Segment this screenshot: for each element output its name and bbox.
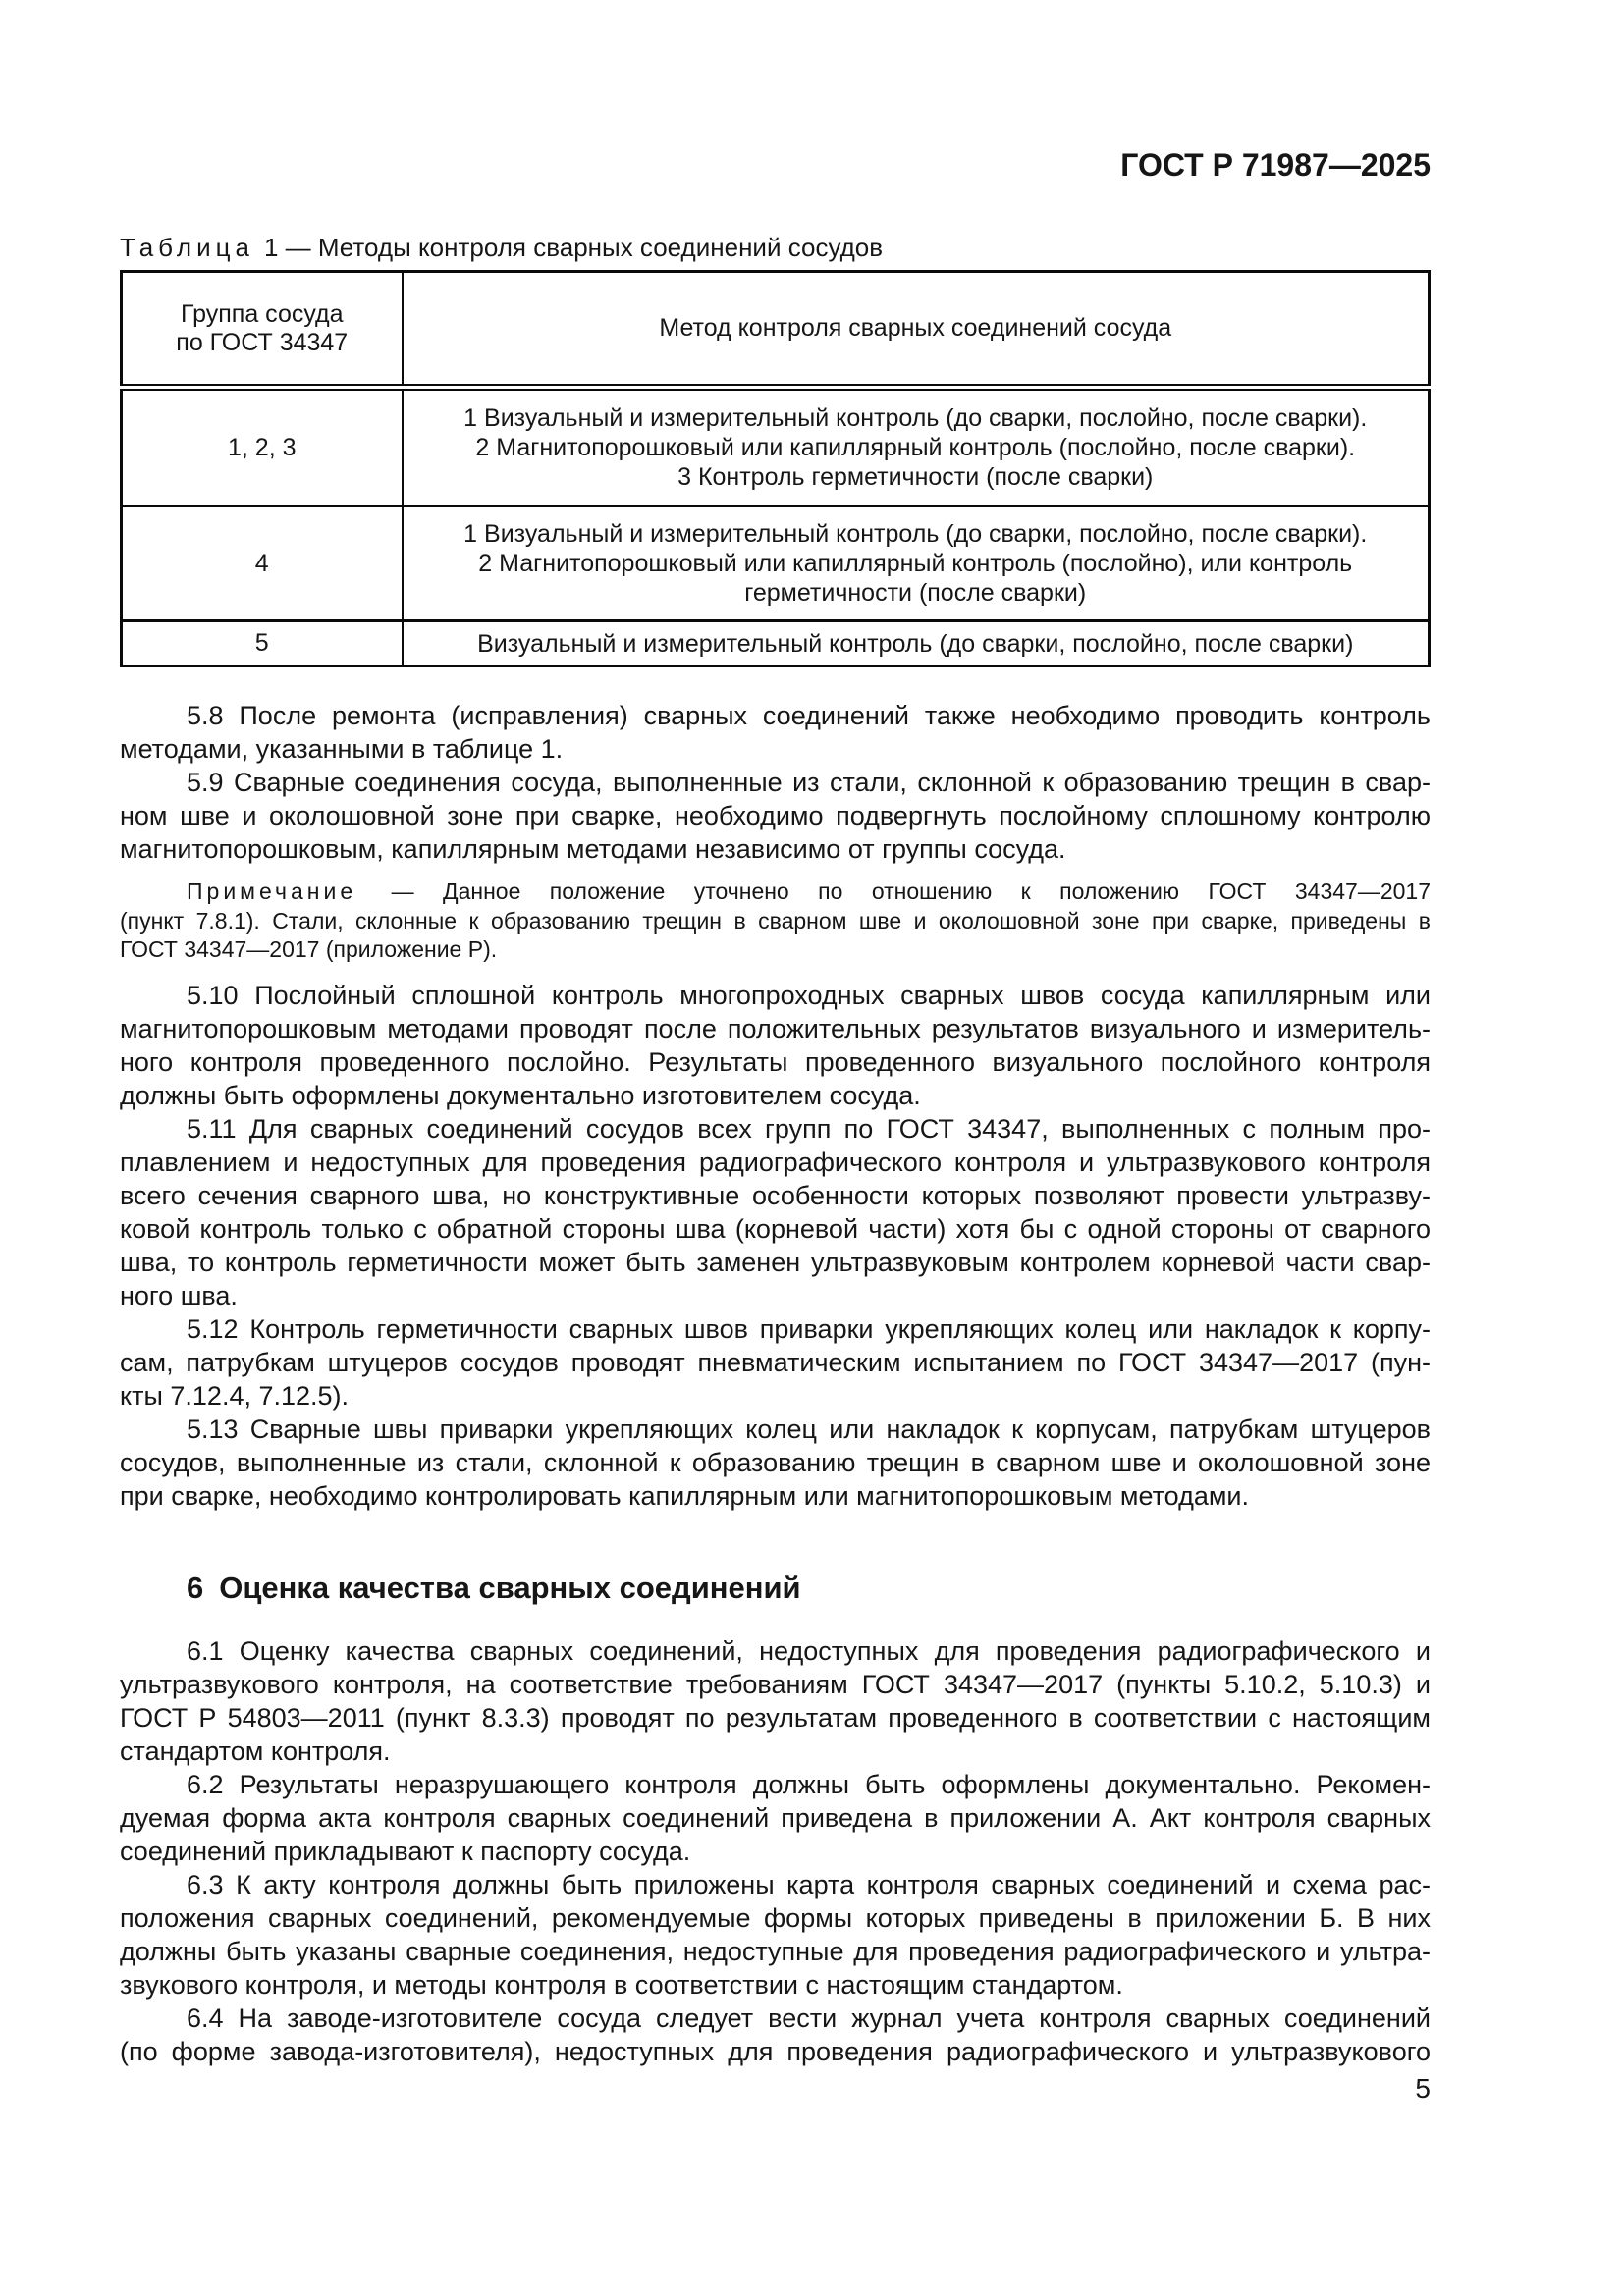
content-blocks bbox=[120, 699, 1431, 2068]
paragraph bbox=[120, 2002, 1431, 2068]
section-title: Оценка качества сварных соединений bbox=[219, 1570, 801, 1605]
method-line: 2 Магнитопорошковый или капиллярный контроль (послойно, после сварки). bbox=[475, 434, 1356, 461]
cell-group: 1, 2, 3 bbox=[228, 433, 297, 461]
cell-methods bbox=[403, 388, 1430, 507]
cell-group: 5 bbox=[254, 629, 269, 657]
page-number: 5 bbox=[1415, 2073, 1431, 2104]
col-header-group-line2: по ГОСТ 34347 bbox=[176, 328, 349, 356]
table-row bbox=[122, 507, 1430, 621]
method-line: 3 Контроль герметичности (после сварки) bbox=[677, 463, 1154, 491]
table-header-row bbox=[122, 272, 1430, 388]
text-line: ГОСТ 34347—2017 (приложение Р). bbox=[120, 936, 498, 962]
section-number: 6 bbox=[187, 1570, 204, 1605]
text-line: методами, указанными в таблице 1. bbox=[120, 734, 564, 764]
text-line: 5.13 Сварные швы приварки укрепляющих колец или накладок к корпусам, патрубкам штуцеров bbox=[187, 1414, 1431, 1444]
document-code: ГОСТ Р 71987—2025 bbox=[1120, 147, 1431, 183]
method-line: герметичности (после сварки) bbox=[744, 579, 1087, 607]
text-line: дуемая форма акта контроля сварных соединений приведена в приложении А. Акт контроля сварных bbox=[120, 1802, 1431, 1833]
text-line: всего сечения сварного шва, но конструктивные особенности которых позволяют провести ультразву- bbox=[120, 1180, 1431, 1210]
text-line: 6.1 Оценку качества сварных соединений, недоступных для проведения радиографического и bbox=[187, 1635, 1431, 1666]
text-line: 5.12 Контроль герметичности сварных швов приварки укрепляющих колец или накладок к корпу- bbox=[187, 1313, 1431, 1344]
text-line: сам, патрубкам штуцеров сосудов проводят пневматическим испытанием по ГОСТ 34347—2017 (пун- bbox=[120, 1347, 1431, 1377]
text-line: (по форме завода-изготовителя), недоступных для проведения радиографического и ультразвукового bbox=[120, 2036, 1431, 2066]
cell-group: 4 bbox=[254, 549, 269, 577]
note-label: Примечание bbox=[187, 879, 357, 904]
text-line: 5.10 Послойный сплошной контроль многопроходных сварных швов сосуда капиллярным или bbox=[187, 980, 1431, 1010]
text-line: 5.8 После ремонта (исправления) сварных соединений также необходимо проводить контроль bbox=[187, 701, 1431, 730]
paragraph bbox=[120, 1413, 1431, 1513]
col-header-group bbox=[122, 272, 403, 388]
cell-methods bbox=[403, 507, 1430, 621]
method-line: 1 Визуальный и измерительный контроль (до сварки, послойно, после сварки). bbox=[463, 404, 1368, 432]
text-line: ного шва. bbox=[120, 1280, 238, 1310]
text-line: магнитопорошковым, капиллярным методами независимо от группы сосуда. bbox=[120, 834, 1066, 864]
paragraph bbox=[120, 766, 1431, 866]
text-line: при сварке, необходимо контролировать капиллярным или магнитопорошковым методами. bbox=[120, 1480, 1250, 1511]
text-line: сосудов, выполненные из стали, склонной к образованию трещин в сварном шве и околошовной зоне bbox=[120, 1447, 1431, 1477]
text-line: соединений прикладывают к паспорту сосуда. bbox=[120, 1836, 691, 1866]
text-line: ном шве и околошовной зоне при сварке, необходимо подвергнуть послойному сплошному контролю bbox=[120, 801, 1431, 830]
text-line: ГОСТ Р 54803—2011 (пункт 8.3.3) проводят по результатам проведенного в соответствии с настоящим bbox=[120, 1702, 1431, 1733]
paragraph bbox=[120, 1768, 1431, 1868]
paragraph bbox=[120, 1868, 1431, 2002]
text-line: шва, то контроль герметичности может быть заменен ультразвуковым контролем корневой части свар- bbox=[120, 1247, 1431, 1277]
text-line: 6.2 Результаты неразрушающего контроля должны быть оформлены документально. Рекомен- bbox=[187, 1769, 1431, 1799]
table-row bbox=[122, 621, 1430, 667]
section-heading bbox=[120, 1569, 1431, 1608]
paragraph bbox=[120, 1312, 1431, 1413]
method-line: 2 Магнитопорошковый или капиллярный контроль (послойно), или контроль bbox=[478, 550, 1353, 577]
method-line: 1 Визуальный и измерительный контроль (до сварки, послойно, после сварки). bbox=[463, 520, 1368, 548]
text-line: Примечание — Данное положение уточнено по отношению к положению ГОСТ 34347—2017 bbox=[187, 879, 1431, 904]
text-line: должны быть оформлены документально изготовителем сосуда. bbox=[120, 1080, 921, 1110]
col-header-group-line1: Группа сосуда bbox=[180, 299, 344, 328]
text-line: 5.9 Сварные соединения сосуда, выполненные из стали, склонной к образованию трещин в свар- bbox=[187, 768, 1431, 797]
text-line: ковой контроль только с обратной стороны шва (корневой части) хотя бы с одной стороны от сварного bbox=[120, 1213, 1431, 1244]
text-line: положения сварных соединений, рекомендуемые формы которых приведены в приложении Б. В них bbox=[120, 1902, 1431, 1933]
text-line: кты 7.12.4, 7.12.5). bbox=[120, 1380, 350, 1411]
text-line: (пункт 7.8.1). Стали, склонные к образованию трещин в сварном шве и околошовной зоне при сварке, приведены в bbox=[120, 907, 1431, 934]
table-caption-label: Таблица bbox=[120, 233, 254, 262]
table-header bbox=[122, 272, 1430, 388]
control-methods-table bbox=[120, 270, 1431, 667]
table-caption-text: 1 — Методы контроля сварных соединений сосудов bbox=[263, 233, 884, 262]
cell-methods bbox=[403, 621, 1430, 667]
note-block bbox=[120, 878, 1431, 965]
text-line: 6.4 На заводе-изготовителе сосуда следует вести журнал учета контроля сварных соединений bbox=[187, 2002, 1431, 2033]
text-line: 5.11 Для сварных соединений сосудов всех групп по ГОСТ 34347, выполненных с полным про- bbox=[187, 1113, 1431, 1144]
text-line: ультразвукового контроля, на соответствие требованиям ГОСТ 34347—2017 (пункты 5.10.2, 5.10.3) и bbox=[120, 1669, 1431, 1699]
text-line: ного контроля проведенного послойно. Результаты проведенного визуального послойного контроля bbox=[120, 1046, 1431, 1077]
table-body bbox=[122, 388, 1430, 667]
text-line: должны быть указаны сварные соединения, недоступные для проведения радиографического и ультра- bbox=[120, 1936, 1431, 1966]
table-caption bbox=[120, 232, 1431, 263]
text-line: плавлением и недоступных для проведения радиографического контроля и ультразвукового контроля bbox=[120, 1147, 1431, 1177]
paragraph bbox=[120, 979, 1431, 1112]
paragraph bbox=[120, 1112, 1431, 1312]
text-line: звукового контроля, и методы контроля в соответствии с настоящим стандартом. bbox=[120, 1969, 1123, 2000]
text-line: магнитопорошковым методами проводят после положительных результатов визуального и измеритель- bbox=[120, 1013, 1431, 1043]
text-line: стандартом контроля. bbox=[120, 1735, 391, 1766]
table-row bbox=[122, 388, 1430, 507]
paragraph bbox=[120, 699, 1431, 766]
text-line: 6.3 К акту контроля должны быть приложены карта контроля сварных соединений и схема рас- bbox=[187, 1869, 1431, 1899]
method-line: Визуальный и измерительный контроль (до сварки, послойно, после сварки) bbox=[477, 629, 1354, 658]
paragraph bbox=[120, 1634, 1431, 1768]
col-header-method: Метод контроля сварных соединений сосуда bbox=[403, 272, 1430, 388]
